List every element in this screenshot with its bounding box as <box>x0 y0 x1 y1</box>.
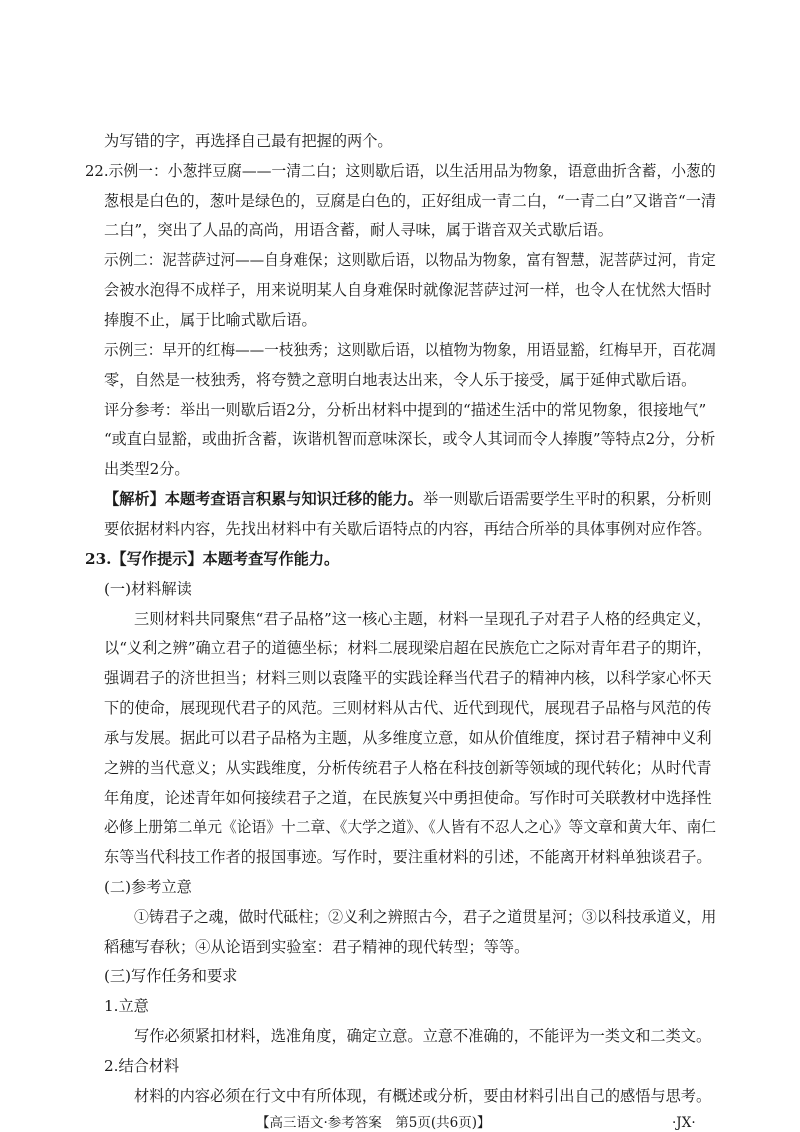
q22-example-2: 示例二：泥菩萨过河——自身难保；这则歇后语，以物品为物象，富有智慧，泥菩萨过河，肯定 <box>104 251 716 269</box>
section-heading-1: (一)材料解读 <box>104 580 192 598</box>
text-line: 葱根是白色的，葱叶是绿色的，豆腐是白色的，正好组成一青二白，“一青二白”又谐音“一清 <box>104 192 716 210</box>
text-line: 会被水泡得不成样子，用来说明某人自身难保时就像泥菩萨过河一样，也令人在忧然大悟时 <box>104 281 712 299</box>
text-line: 为写错的字，再选择自己最有把握的两个。 <box>104 132 393 150</box>
text-line: 下的使命，展现现代君子的风范。三则材料从古代、近代到现代，展现君子品格与风范的传 <box>104 699 712 717</box>
text-line: 之辨的当代意义；从实践维度，分析传统君子人格在科技创新等领域的现代转化；从时代青 <box>104 759 712 777</box>
subheading-1: 1.立意 <box>104 997 149 1015</box>
section-heading-2: (二)参考立意 <box>104 878 192 896</box>
footer-code: ·JX· <box>672 1115 696 1131</box>
text-line: 零，自然是一枝独秀，将夸赞之意明白地表达出来，令人乐于接受，属于延伸式歇后语。 <box>104 371 697 389</box>
text-line: 东等当代科技工作者的报国事迹。写作时，要注重材料的引述，不能离开材料单独谈君子。 <box>104 848 712 866</box>
text-line: 捧腹不止，属于比喻式歇后语。 <box>104 311 317 329</box>
analysis-heading: 【解析】本题考查语言积累与知识迁移的能力。 <box>104 490 423 508</box>
analysis-text: 举一则歇后语需要学生平时的积累，分析则 <box>422 490 712 508</box>
text-line: 出类型2分。 <box>104 460 190 478</box>
subheading-2: 2.结合材料 <box>104 1057 180 1075</box>
q23-heading: 23.【写作提示】本题考查写作能力。 <box>85 550 340 568</box>
text-line: 承与发展。据此可以君子品格为主题，从多维度立意，如从价值维度，探讨君子精神中义利 <box>104 729 712 747</box>
text-line: 写作必须紧扣材料，选准角度，确定立意。立意不准确的，不能评为一类文和二类文。 <box>134 1027 712 1045</box>
text-line: ①铸君子之魂，做时代砥柱；②义利之辨照古今，君子之道贯星河；③以科技承道义，用 <box>134 908 717 926</box>
text-line: 必修上册第二单元《论语》十二章、《大学之道》、《人皆有不忍人之心》等文章和黄大年、南仁 <box>104 818 716 836</box>
footer-label: 【高三语文·参考答案 第5页(共6页)】 <box>256 1115 491 1131</box>
section-heading-3: (三)写作任务和要求 <box>104 967 238 985</box>
text-line: 要依据材料内容，先找出材料中有关歇后语特点的内容，再结合所举的具体事例对应作答。 <box>104 520 712 538</box>
text-line: 材料的内容必须在行文中有所体现，有概述或分析，要由材料引出自己的感悟与思考。 <box>134 1087 712 1105</box>
text-line: 三则材料共同聚焦“君子品格”这一核心主题，材料一呈现孔子对君子人格的经典定义， <box>134 610 712 628</box>
q22-example-3: 示例三：早开的红梅——一枝独秀；这则歇后语，以植物为物象，用语显豁，红梅早开，百花凋 <box>104 341 716 359</box>
q22-example-1: 22.示例一：小葱拌豆腐——一清二白；这则歇后语，以生活用品为物象，语意曲折含蓄，小葱的 <box>85 162 716 180</box>
text-line: 稻穗写春秋；④从论语到实验室：君子精神的现代转型；等等。 <box>104 938 530 956</box>
text-line: 强调君子的济世担当；材料三则以袁隆平的实践诠释当代君子的精神内核，以科学家心怀天 <box>104 669 712 687</box>
text-line: 年角度，论述青年如何接续君子之道，在民族复兴中勇担使命。写作时可关联教材中选择性 <box>104 789 712 807</box>
text-line: 二白”，突出了人品的高尚，用语含蓄，耐人寻味，属于谐音双关式歇后语。 <box>104 221 613 239</box>
scoring-reference: 评分参考：举出一则歇后语2分，分析出材料中提到的“描述生活中的常见物象，很接地气” <box>104 401 707 419</box>
analysis-line <box>104 492 712 507</box>
text-line: 以“义利之辨”确立君子的道德坐标；材料二展现梁启超在民族危亡之际对青年君子的期许， <box>104 639 712 657</box>
text-line: “或直白显豁，或曲折含蓄，诙谐机智而意味深长，或令人其词而令人捧腹”等特点2分，分析 <box>104 430 716 448</box>
